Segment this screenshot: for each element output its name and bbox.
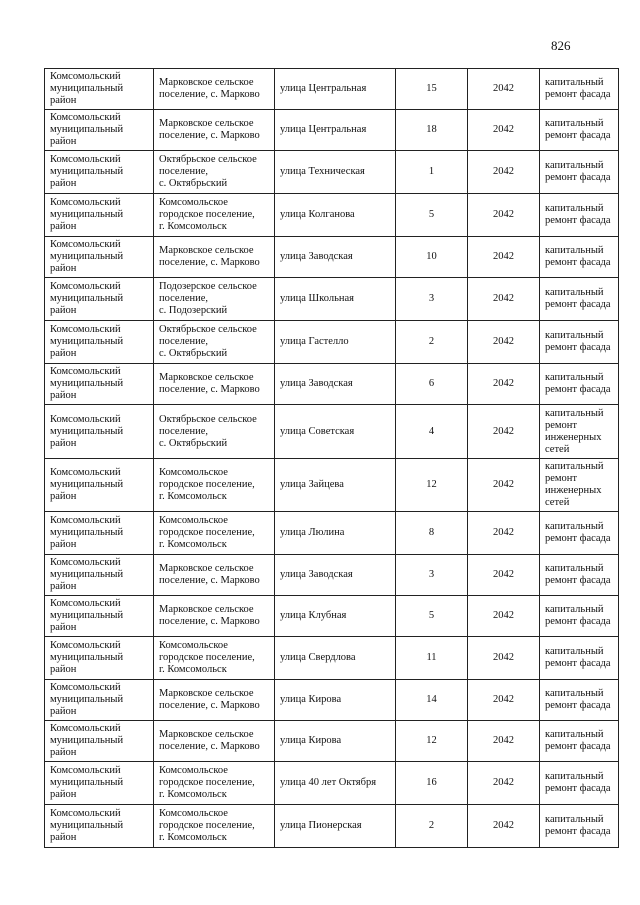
- district-cell: [45, 237, 154, 278]
- street-cell-text: улица Заводская: [280, 378, 353, 389]
- settlement-cell: [154, 405, 275, 459]
- house-number-cell-text: 18: [426, 124, 437, 135]
- settlement-cell-text: Марковское сельское поселение, с. Марково: [159, 372, 260, 395]
- district-cell-text: Комсомольский муниципальный район: [50, 281, 124, 316]
- year-cell: [468, 555, 540, 596]
- house-number-cell: [396, 151, 468, 194]
- house-number-cell-text: 10: [426, 251, 437, 262]
- work-type-cell: [540, 110, 619, 151]
- district-cell-text: Комсомольский муниципальный район: [50, 324, 124, 359]
- work-type-cell-text: капитальный ремонт фасада: [545, 245, 611, 268]
- year-cell: [468, 596, 540, 637]
- district-cell-text: Комсомольский муниципальный район: [50, 557, 124, 592]
- house-number-cell: [396, 805, 468, 848]
- district-cell-text: Комсомольский муниципальный район: [50, 515, 124, 550]
- street-cell: [275, 512, 396, 555]
- street-cell-text: улица Школьная: [280, 293, 354, 304]
- settlement-cell-text: Октябрьское сельское поселение, с. Октябрьский: [159, 324, 257, 359]
- year-cell: [468, 237, 540, 278]
- district-cell: [45, 596, 154, 637]
- page-number: 826: [551, 38, 571, 53]
- district-cell: [45, 805, 154, 848]
- street-cell-text: улица Заводская: [280, 251, 353, 262]
- settlement-cell: [154, 69, 275, 110]
- street-cell: [275, 237, 396, 278]
- settlement-cell-text: Марковское сельское поселение, с. Марково: [159, 118, 260, 141]
- year-cell-text: 2042: [493, 293, 514, 304]
- year-cell-text: 2042: [493, 527, 514, 538]
- table-row: [45, 237, 619, 278]
- house-number-cell-text: 11: [426, 652, 437, 663]
- house-number-cell: [396, 237, 468, 278]
- work-type-cell-text: капитальный ремонт фасада: [545, 521, 611, 544]
- year-cell: [468, 637, 540, 680]
- street-cell: [275, 637, 396, 680]
- house-number-cell-text: 6: [428, 378, 435, 389]
- district-cell-text: Комсомольский муниципальный район: [50, 154, 124, 189]
- street-cell-text: улица Гастелло: [280, 336, 349, 347]
- settlement-cell: [154, 762, 275, 805]
- street-cell-text: улица Центральная: [280, 83, 367, 94]
- house-number-cell: [396, 278, 468, 321]
- settlement-cell-text: Октябрьское сельское поселение, с. Октябрьский: [159, 413, 257, 449]
- table-row: [45, 151, 619, 194]
- work-type-cell: [540, 194, 619, 237]
- house-number-cell-text: 15: [426, 83, 437, 94]
- table-row: [45, 194, 619, 237]
- work-type-cell-text: капитальный ремонт фасада: [545, 771, 611, 794]
- district-cell-text: Комсомольский муниципальный район: [50, 239, 124, 274]
- work-type-cell: [540, 805, 619, 848]
- work-type-cell: [540, 405, 619, 459]
- work-type-cell: [540, 237, 619, 278]
- street-cell-text: улица Техническая: [280, 166, 365, 177]
- settlement-cell-text: Марковское сельское поселение, с. Марково: [159, 688, 260, 711]
- house-number-cell: [396, 512, 468, 555]
- district-cell: [45, 680, 154, 721]
- work-type-cell: [540, 69, 619, 110]
- street-cell: [275, 459, 396, 512]
- year-cell-text: 2042: [493, 610, 514, 621]
- street-cell: [275, 555, 396, 596]
- work-type-cell: [540, 364, 619, 405]
- house-number-cell: [396, 194, 468, 237]
- settlement-cell: [154, 721, 275, 762]
- work-type-cell-text: капитальный ремонт фасада: [545, 330, 611, 353]
- settlement-cell-text: Подозерское сельское поселение, с. Подозерский: [159, 281, 257, 316]
- house-number-cell-text: 5: [428, 209, 435, 220]
- work-type-cell-text: капитальный ремонт фасада: [545, 118, 611, 141]
- settlement-cell: [154, 321, 275, 364]
- district-cell: [45, 555, 154, 596]
- street-cell-text: улица Кирова: [280, 735, 342, 746]
- year-cell-text: 2042: [493, 378, 514, 389]
- work-type-cell: [540, 459, 619, 512]
- district-cell-text: Комсомольский муниципальный район: [50, 765, 124, 800]
- year-cell-text: 2042: [493, 820, 514, 831]
- settlement-cell: [154, 364, 275, 405]
- work-type-cell-text: капитальный ремонт фасада: [545, 814, 611, 837]
- district-cell-text: Комсомольский муниципальный район: [50, 71, 124, 106]
- settlement-cell: [154, 596, 275, 637]
- table-row: [45, 110, 619, 151]
- house-number-cell: [396, 321, 468, 364]
- settlement-cell-text: Марковское сельское поселение, с. Марково: [159, 729, 260, 752]
- house-number-cell: [396, 637, 468, 680]
- district-cell-text: Комсомольский муниципальный район: [50, 640, 124, 675]
- year-cell: [468, 364, 540, 405]
- house-number-cell-text: 1: [428, 166, 435, 177]
- work-type-cell-text: капитальный ремонт фасада: [545, 563, 611, 586]
- house-number-cell-text: 3: [428, 293, 435, 304]
- settlement-cell: [154, 278, 275, 321]
- street-cell-text: улица Заводская: [280, 569, 353, 580]
- year-cell: [468, 194, 540, 237]
- settlement-cell-text: Марковское сельское поселение, с. Марково: [159, 604, 260, 627]
- district-cell-text: Комсомольский муниципальный район: [50, 467, 124, 502]
- work-type-cell: [540, 555, 619, 596]
- district-cell: [45, 151, 154, 194]
- work-type-cell: [540, 637, 619, 680]
- settlement-cell-text: Марковское сельское поселение, с. Марково: [159, 245, 260, 268]
- district-cell: [45, 110, 154, 151]
- settlement-cell: [154, 512, 275, 555]
- settlement-cell: [154, 194, 275, 237]
- street-cell-text: улица 40 лет Октября: [280, 777, 377, 788]
- year-cell-text: 2042: [493, 735, 514, 746]
- year-cell-text: 2042: [493, 336, 514, 347]
- house-number-cell: [396, 364, 468, 405]
- work-type-cell-text: капитальный ремонт фасада: [545, 160, 611, 183]
- street-cell-text: улица Клубная: [280, 610, 347, 621]
- year-cell-text: 2042: [493, 479, 514, 490]
- table-row: [45, 405, 619, 459]
- district-cell: [45, 364, 154, 405]
- street-cell: [275, 805, 396, 848]
- house-number-cell-text: 8: [428, 527, 435, 538]
- settlement-cell-text: Комсомольское городское поселение, г. Комсомольск: [159, 808, 255, 843]
- year-cell-text: 2042: [493, 777, 514, 788]
- work-type-cell-text: капитальный ремонт фасада: [545, 604, 611, 627]
- year-cell: [468, 762, 540, 805]
- year-cell: [468, 151, 540, 194]
- work-type-cell: [540, 596, 619, 637]
- house-number-cell: [396, 596, 468, 637]
- year-cell-text: 2042: [493, 124, 514, 135]
- table-row: [45, 364, 619, 405]
- year-cell: [468, 680, 540, 721]
- district-cell: [45, 459, 154, 512]
- settlement-cell-text: Комсомольское городское поселение, г. Комсомольск: [159, 515, 255, 550]
- year-cell: [468, 459, 540, 512]
- year-cell: [468, 321, 540, 364]
- table-row: [45, 278, 619, 321]
- street-cell: [275, 721, 396, 762]
- settlement-cell-text: Комсомольское городское поселение, г. Комсомольск: [159, 467, 255, 502]
- table-row: [45, 555, 619, 596]
- street-cell-text: улица Центральная: [280, 124, 367, 135]
- year-cell-text: 2042: [493, 569, 514, 580]
- work-type-cell-text: капитальный ремонт фасада: [545, 203, 611, 226]
- settlement-cell: [154, 237, 275, 278]
- street-cell: [275, 680, 396, 721]
- year-cell: [468, 69, 540, 110]
- street-cell: [275, 110, 396, 151]
- settlement-cell-text: Комсомольское городское поселение, г. Комсомольск: [159, 640, 255, 675]
- street-cell-text: улица Зайцева: [280, 479, 344, 490]
- house-number-cell: [396, 405, 468, 459]
- house-number-cell-text: 16: [426, 777, 437, 788]
- year-cell: [468, 805, 540, 848]
- year-cell-text: 2042: [493, 209, 514, 220]
- street-cell: [275, 405, 396, 459]
- year-cell: [468, 278, 540, 321]
- street-cell-text: улица Люлина: [280, 527, 345, 538]
- street-cell: [275, 194, 396, 237]
- district-cell: [45, 69, 154, 110]
- table-row: [45, 805, 619, 848]
- settlement-cell: [154, 680, 275, 721]
- settlement-cell: [154, 459, 275, 512]
- street-cell-text: улица Пионерская: [280, 820, 362, 831]
- work-type-cell-text: капитальный ремонт фасада: [545, 688, 611, 711]
- year-cell-text: 2042: [493, 166, 514, 177]
- work-type-cell: [540, 680, 619, 721]
- street-cell: [275, 762, 396, 805]
- house-number-cell: [396, 69, 468, 110]
- settlement-cell: [154, 151, 275, 194]
- district-cell-text: Комсомольский муниципальный район: [50, 723, 124, 758]
- street-cell-text: улица Советская: [280, 425, 355, 437]
- settlement-cell: [154, 805, 275, 848]
- district-cell-text: Комсомольский муниципальный район: [50, 197, 124, 232]
- table-row: [45, 512, 619, 555]
- district-cell: [45, 321, 154, 364]
- district-cell: [45, 512, 154, 555]
- house-number-cell-text: 2: [428, 820, 435, 831]
- settlement-cell-text: Октябрьское сельское поселение, с. Октябрьский: [159, 154, 257, 189]
- district-cell-text: Комсомольский муниципальный район: [50, 413, 124, 449]
- district-cell: [45, 637, 154, 680]
- table-row: [45, 637, 619, 680]
- street-cell: [275, 364, 396, 405]
- street-cell-text: улица Кирова: [280, 694, 342, 705]
- settlement-cell: [154, 555, 275, 596]
- year-cell: [468, 512, 540, 555]
- house-number-cell-text: 12: [426, 735, 437, 746]
- house-number-cell-text: 5: [428, 610, 435, 621]
- district-cell: [45, 721, 154, 762]
- street-cell-text: улица Свердлова: [280, 652, 356, 663]
- street-cell: [275, 321, 396, 364]
- district-cell-text: Комсомольский муниципальный район: [50, 112, 124, 147]
- settlement-cell-text: Марковское сельское поселение, с. Марково: [159, 77, 260, 100]
- year-cell-text: 2042: [493, 251, 514, 262]
- street-cell-text: улица Колганова: [280, 209, 355, 220]
- work-type-cell: [540, 512, 619, 555]
- house-number-cell-text: 14: [426, 694, 437, 705]
- work-type-cell-text: капитальный ремонт фасада: [545, 729, 611, 752]
- street-cell: [275, 151, 396, 194]
- work-type-cell: [540, 278, 619, 321]
- work-type-cell-text: капитальный ремонт фасада: [545, 372, 611, 395]
- table-row: [45, 321, 619, 364]
- table-row: [45, 680, 619, 721]
- settlement-cell-text: Комсомольское городское поселение, г. Комсомольск: [159, 765, 255, 800]
- house-number-cell: [396, 721, 468, 762]
- house-number-cell-text: 3: [428, 569, 435, 580]
- house-number-cell: [396, 459, 468, 512]
- house-number-cell-text: 4: [428, 425, 435, 437]
- table-row: [45, 459, 619, 512]
- table-row: [45, 721, 619, 762]
- district-cell: [45, 762, 154, 805]
- repair-schedule-table: [44, 68, 619, 848]
- street-cell: [275, 69, 396, 110]
- house-number-cell-text: 2: [428, 336, 435, 347]
- table-row: [45, 596, 619, 637]
- year-cell: [468, 721, 540, 762]
- settlement-cell-text: Комсомольское городское поселение, г. Комсомольск: [159, 197, 255, 232]
- work-type-cell-text: капитальный ремонт фасада: [545, 646, 611, 669]
- house-number-cell: [396, 680, 468, 721]
- year-cell: [468, 110, 540, 151]
- house-number-cell: [396, 110, 468, 151]
- district-cell: [45, 405, 154, 459]
- year-cell-text: 2042: [493, 425, 514, 437]
- work-type-cell: [540, 151, 619, 194]
- year-cell: [468, 405, 540, 459]
- work-type-cell-text: капитальный ремонт инженерных сетей: [545, 461, 604, 508]
- district-cell-text: Комсомольский муниципальный район: [50, 808, 124, 843]
- table-row: [45, 69, 619, 110]
- street-cell: [275, 596, 396, 637]
- district-cell-text: Комсомольский муниципальный район: [50, 366, 124, 401]
- house-number-cell: [396, 555, 468, 596]
- work-type-cell: [540, 321, 619, 364]
- year-cell-text: 2042: [493, 83, 514, 94]
- work-type-cell-text: капитальный ремонт инженерных сетей: [545, 407, 604, 455]
- table-row: [45, 762, 619, 805]
- street-cell: [275, 278, 396, 321]
- district-cell: [45, 194, 154, 237]
- work-type-cell: [540, 721, 619, 762]
- work-type-cell-text: капитальный ремонт фасада: [545, 287, 611, 310]
- work-type-cell: [540, 762, 619, 805]
- year-cell-text: 2042: [493, 694, 514, 705]
- house-number-cell: [396, 762, 468, 805]
- settlement-cell-text: Марковское сельское поселение, с. Марково: [159, 563, 260, 586]
- district-cell: [45, 278, 154, 321]
- settlement-cell: [154, 637, 275, 680]
- work-type-cell-text: капитальный ремонт фасада: [545, 77, 611, 100]
- district-cell-text: Комсомольский муниципальный район: [50, 682, 124, 717]
- district-cell-text: Комсомольский муниципальный район: [50, 598, 124, 633]
- house-number-cell-text: 12: [426, 479, 437, 490]
- year-cell-text: 2042: [493, 652, 514, 663]
- settlement-cell: [154, 110, 275, 151]
